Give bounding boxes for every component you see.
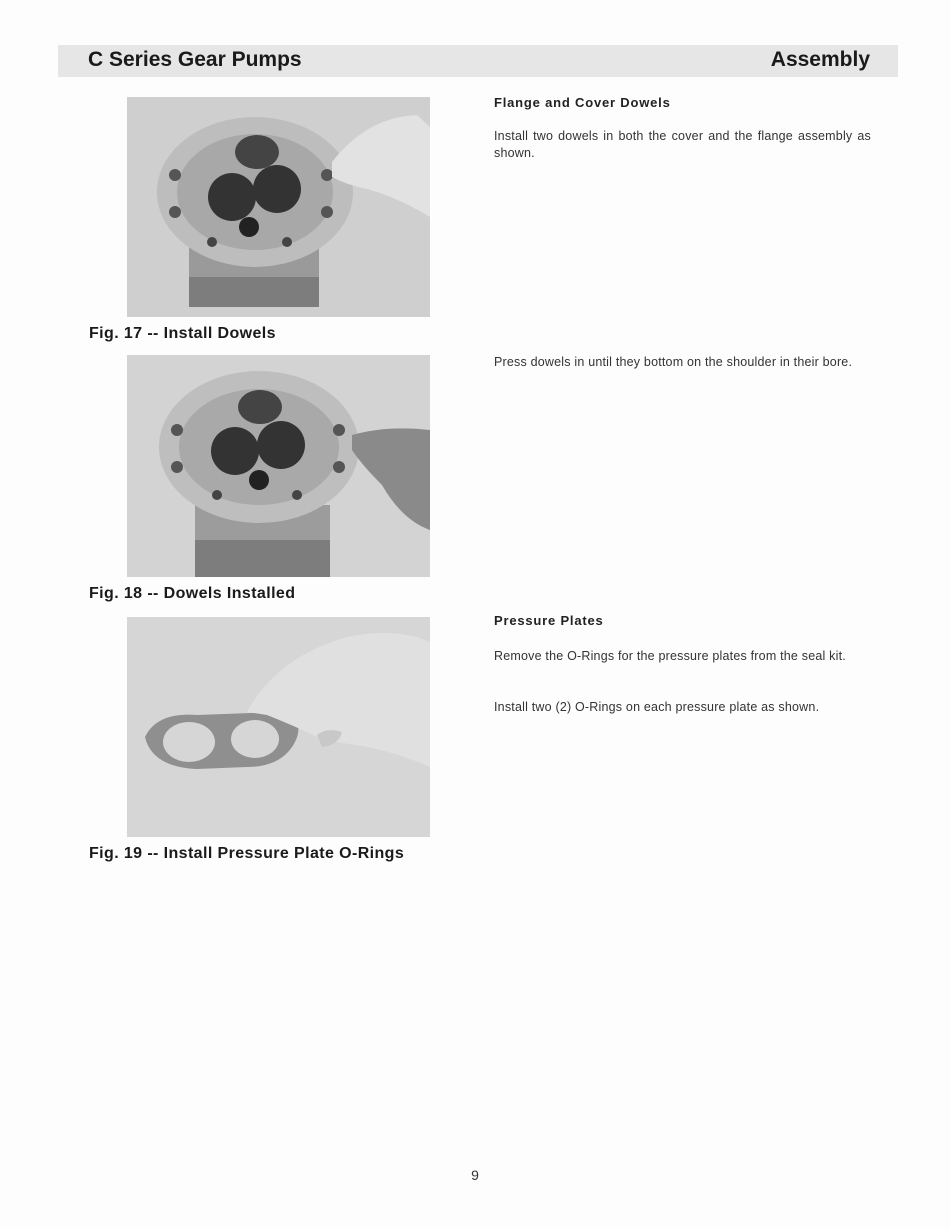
page-number: 9 bbox=[471, 1167, 479, 1183]
figure-19-caption: Fig. 19 -- Install Pressure Plate O-Rings bbox=[89, 845, 405, 862]
section-title: Assembly bbox=[770, 48, 870, 71]
flange-dowels-heading: Flange and Cover Dowels bbox=[494, 95, 671, 110]
figure-17-caption: Fig. 17 -- Install Dowels bbox=[89, 325, 276, 342]
pressure-plates-paragraph-1: Remove the O-Rings for the pressure plates from the seal kit. bbox=[494, 649, 846, 663]
document-title: C Series Gear Pumps bbox=[88, 48, 302, 71]
flange-dowels-paragraph-1: Install two dowels in both the cover and the flange assembly as shown. bbox=[494, 129, 871, 160]
figure-18-photo bbox=[127, 355, 430, 577]
figure-18-caption: Fig. 18 -- Dowels Installed bbox=[89, 585, 296, 602]
pressure-plates-heading: Pressure Plates bbox=[494, 613, 604, 628]
flange-dowels-paragraph-2: Press dowels in until they bottom on the shoulder in their bore. bbox=[494, 355, 853, 369]
figure-17-photo bbox=[127, 97, 430, 317]
page-header bbox=[58, 45, 898, 77]
pressure-plates-paragraph-2: Install two (2) O-Rings on each pressure plate as shown. bbox=[494, 700, 820, 714]
figure-19-photo bbox=[127, 617, 430, 837]
